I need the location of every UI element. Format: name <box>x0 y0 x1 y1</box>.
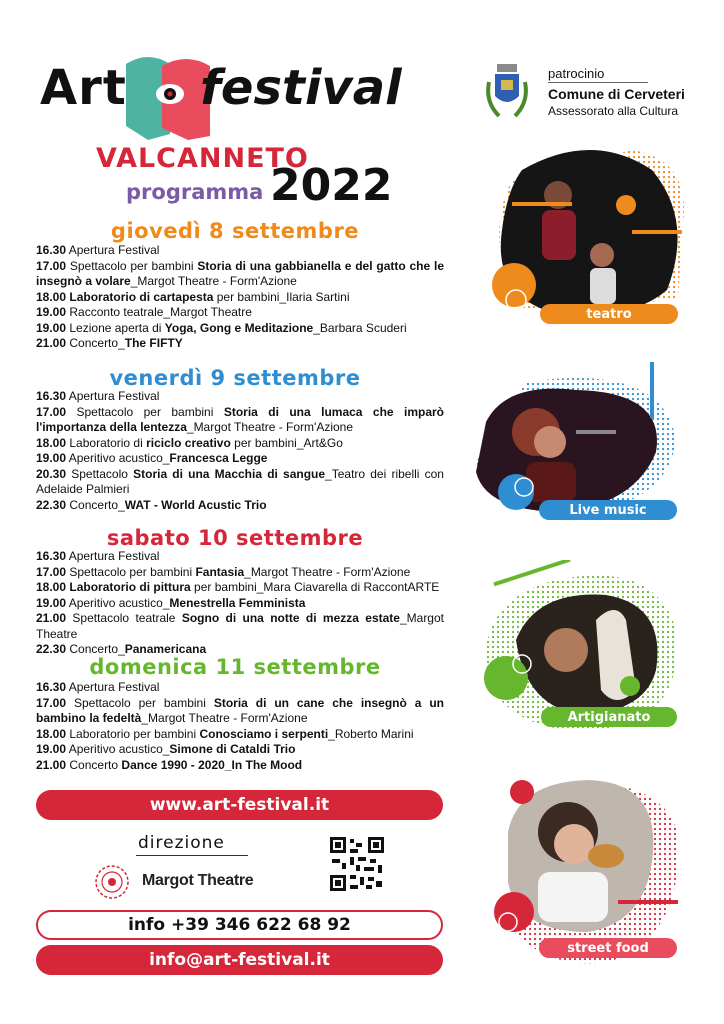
live-music-tag: Live music <box>539 500 677 520</box>
event-time: 18.00 <box>36 726 67 741</box>
event-item <box>36 336 444 352</box>
direction-name: Margot Theatre <box>142 872 254 889</box>
event-item <box>36 611 444 642</box>
event-item <box>36 580 444 596</box>
event-text: Francesca Legge <box>169 451 268 465</box>
program-subtitle: programma <box>126 180 264 204</box>
event-text: The FIFTY <box>124 336 183 350</box>
event-time: 19.00 <box>36 320 67 335</box>
event-time: 21.00 <box>36 611 67 625</box>
event-time: 19.00 <box>36 742 67 756</box>
event-text: _Barbara Scuderi <box>313 320 407 335</box>
event-time: 19.00 <box>36 305 67 319</box>
event-text: Dance 1990 - 2020_In The Mood <box>121 757 303 772</box>
event-item <box>36 549 444 565</box>
street-food-tag: street food <box>539 938 677 958</box>
event-text: Concerto_ <box>69 336 125 350</box>
event-text: Apertura Festival <box>68 549 160 563</box>
event-time: 22.30 <box>36 497 67 512</box>
event-item <box>36 259 444 290</box>
day-title-saturday: sabato 10 settembre <box>106 526 364 550</box>
event-text: Apertura Festival <box>68 680 160 694</box>
event-text: Conosciamo i serpenti <box>199 726 329 741</box>
event-text: _Margot Theatre <box>36 611 444 641</box>
event-text: _Margot Theatre - Form'Azione <box>141 711 308 725</box>
day-title-sunday: domenica 11 settembre <box>89 655 381 679</box>
patronage-label: patrocinio <box>548 66 605 81</box>
event-item <box>36 405 444 436</box>
event-list-friday <box>36 389 444 513</box>
website-link[interactable]: www.art-festival.it <box>36 790 443 820</box>
event-item <box>36 727 444 743</box>
logo-festival-text: festival <box>200 60 402 116</box>
event-text: Storia di una lumaca che imparò l'importanza della lentezza <box>36 404 445 434</box>
event-text: Laboratorio di <box>69 435 147 450</box>
event-time: 21.00 <box>36 757 67 772</box>
event-item <box>36 758 444 774</box>
event-text: Aperitivo acustico_ <box>68 595 170 610</box>
event-text: WAT - World Acustic Trio <box>124 497 267 512</box>
day-title-friday: venerdì 9 settembre <box>109 366 361 390</box>
location-title: VALCANNETO <box>96 143 309 174</box>
event-item <box>36 436 444 452</box>
event-list-sunday <box>36 680 444 773</box>
event-text: Spettacolo per bambini <box>69 564 196 579</box>
event-text: Sogno di una notte di mezza estate <box>181 611 400 625</box>
event-item <box>36 243 444 259</box>
teatro-tag: teatro <box>540 304 678 324</box>
event-text: per bambini_Mara Ciavarella di RaccontARTE <box>190 580 440 594</box>
event-text: Spettacolo per bambini <box>76 404 224 419</box>
event-time: 17.00 <box>36 258 67 273</box>
patronage-divider <box>548 82 648 83</box>
event-time: 22.30 <box>36 642 67 656</box>
event-time: 16.30 <box>36 243 67 257</box>
event-time: 21.00 <box>36 336 67 350</box>
event-time: 18.00 <box>36 435 67 450</box>
event-text: Lezione aperta di <box>69 320 165 335</box>
day-title-thursday: giovedì 8 settembre <box>110 219 360 243</box>
margot-theatre-logo-icon <box>92 862 134 902</box>
event-text: per bambini_Art&Go <box>230 435 343 450</box>
event-item <box>36 389 444 405</box>
event-text: Laboratorio di cartapesta <box>69 289 214 304</box>
event-time: 16.30 <box>36 549 67 563</box>
event-time: 19.00 <box>36 451 67 465</box>
event-text: Racconto teatrale_Margot Theatre <box>69 305 252 319</box>
event-text: Spettacolo teatrale <box>72 611 182 625</box>
event-item <box>36 696 444 727</box>
event-text: Apertura Festival <box>68 389 160 403</box>
event-item <box>36 451 444 467</box>
event-time: 19.00 <box>36 595 67 610</box>
event-text: Menestrella Femminista <box>169 595 306 610</box>
event-text: Laboratorio per bambini <box>69 726 200 741</box>
event-item <box>36 498 444 514</box>
event-text: Concerto_ <box>69 497 125 512</box>
event-text: _Margot Theatre - Form'Azione <box>244 564 411 579</box>
artigianato-tag: Artigianato <box>541 707 677 727</box>
event-text: Aperitivo acustico_ <box>68 451 170 465</box>
municipal-crest-icon <box>483 62 531 122</box>
logo-art-text: Art <box>40 60 127 116</box>
event-time: 20.30 <box>36 466 67 481</box>
qr-code-icon[interactable] <box>328 835 386 893</box>
event-time: 17.00 <box>36 695 67 710</box>
event-time: 18.00 <box>36 580 67 594</box>
event-item <box>36 565 444 581</box>
event-time: 16.30 <box>36 680 67 694</box>
event-item <box>36 305 444 321</box>
direction-label: direzione <box>138 833 225 853</box>
event-item <box>36 596 444 612</box>
event-item <box>36 467 444 498</box>
event-text: Aperitivo acustico_ <box>68 742 170 756</box>
event-list-thursday <box>36 243 444 352</box>
event-item <box>36 742 444 758</box>
event-text: Storia di una gabbianella e del gatto che le insegnò a volare <box>36 258 445 288</box>
event-text: Apertura Festival <box>68 243 160 257</box>
event-time: 16.30 <box>36 389 67 403</box>
event-text: _Margot Theatre - Form'Azione <box>130 274 297 288</box>
event-text: _Margot Theatre - Form'Azione <box>186 420 354 434</box>
event-text: Panamericana <box>124 642 207 656</box>
event-time: 17.00 <box>36 404 67 419</box>
event-text: Fantasia <box>195 564 245 579</box>
patronage-subtitle: Assessorato alla Cultura <box>548 104 679 118</box>
year-title: 2022 <box>270 160 393 211</box>
event-item <box>36 680 444 696</box>
event-text: riciclo creativo <box>146 435 231 450</box>
event-item <box>36 321 444 337</box>
event-text: Yoga, Gong e Meditazione <box>164 320 314 335</box>
event-text: Concerto <box>69 757 122 772</box>
event-item <box>36 290 444 306</box>
event-list-saturday <box>36 549 444 658</box>
event-text: Spettacolo per bambini <box>73 695 214 710</box>
event-text: _Teatro dei ribelli con Adelaide Palmieri <box>36 466 444 496</box>
event-text: Spettacolo <box>71 466 134 481</box>
event-text: Concerto_ <box>69 642 125 656</box>
event-text: Storia di un cane che insegnò a un bambino la fedeltà <box>36 695 444 725</box>
event-text: _Roberto Marini <box>328 726 414 741</box>
email-link[interactable]: info@art-festival.it <box>36 945 443 975</box>
event-text: Spettacolo per bambini <box>69 258 198 273</box>
event-text: per bambini_Ilaria Sartini <box>213 289 350 304</box>
event-time: 17.00 <box>36 564 67 579</box>
event-text: Laboratorio di pittura <box>69 580 191 594</box>
direction-divider <box>136 855 248 856</box>
event-text: Simone di Cataldi Trio <box>169 742 296 756</box>
patronage-name: Comune di Cerveteri <box>548 86 685 102</box>
event-time: 18.00 <box>36 289 67 304</box>
phone-info[interactable]: info +39 346 622 68 92 <box>36 910 443 940</box>
event-text: Storia di una Macchia di sangue <box>133 466 326 481</box>
